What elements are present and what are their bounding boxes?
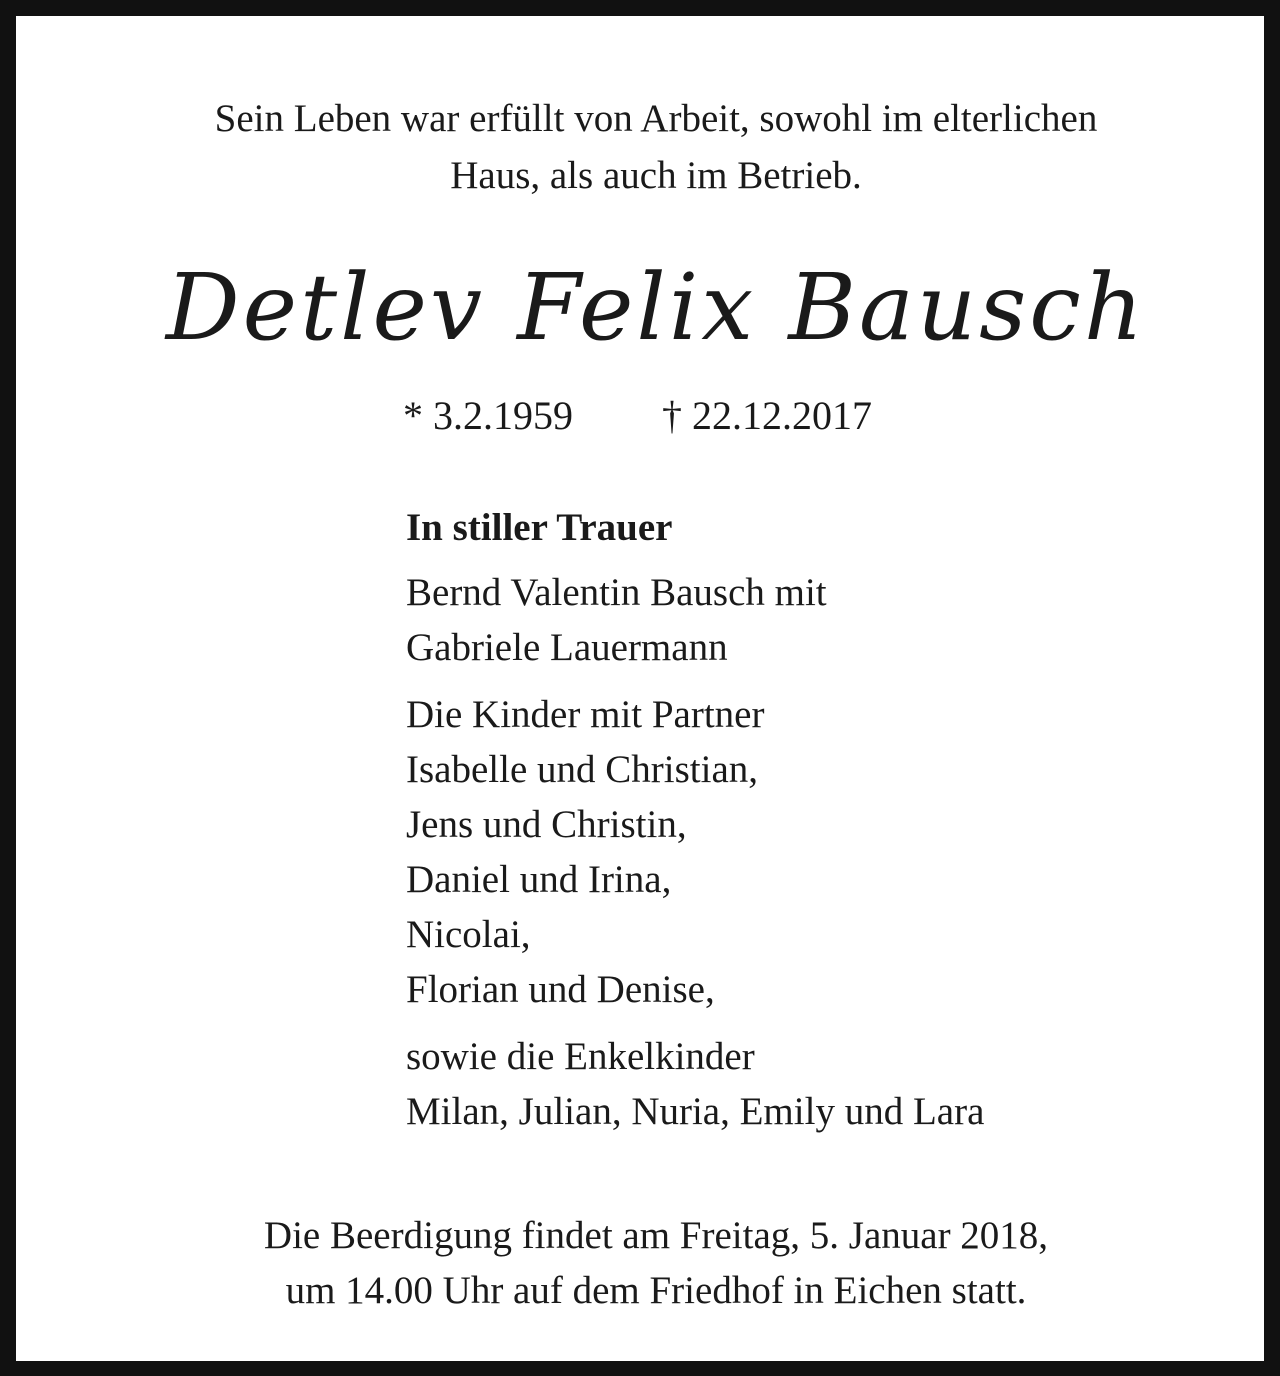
mourner-line: Milan, Julian, Nuria, Emily und Lara <box>406 1090 985 1133</box>
funeral-line-1: Die Beerdigung findet am Freitag, 5. Januar 2018, <box>263 1214 1049 1257</box>
mourner-line: Gabriele Lauermann <box>406 626 728 669</box>
intro-text <box>16 90 1280 204</box>
funeral-notice <box>16 1208 1280 1318</box>
mourner-group-partner <box>406 565 1266 675</box>
mourners-list <box>406 500 1266 1151</box>
mourner-line: Florian und Denise, <box>406 968 715 1011</box>
mourner-line: Die Kinder mit Partner <box>406 693 765 736</box>
mourner-line: Nicolai, <box>406 913 531 956</box>
mourner-line: Isabelle und Christian, <box>406 748 759 791</box>
mourner-group-grandchildren <box>406 1029 1266 1139</box>
death-date: † 22.12.2017 <box>662 393 872 438</box>
mourners-heading: In stiller Trauer <box>406 506 673 549</box>
funeral-line-2: um 14.00 Uhr auf dem Friedhof in Eichen statt. <box>285 1269 1027 1312</box>
mourner-group-children <box>406 687 1266 1017</box>
mourner-line: Bernd Valentin Bausch mit <box>406 571 827 614</box>
mourner-line: Jens und Christin, <box>406 803 687 846</box>
intro-line-2: Haus, als auch im Betrieb. <box>450 154 862 197</box>
deceased-name: Detlev Felix Bausch <box>165 254 1147 361</box>
birth-date: * 3.2.1959 <box>403 393 573 438</box>
mourner-line: Daniel und Irina, <box>406 858 672 901</box>
mourner-line: sowie die Enkelkinder <box>406 1035 755 1078</box>
intro-line-1: Sein Leben war erfüllt von Arbeit, sowohl im elterlichen <box>214 97 1098 140</box>
